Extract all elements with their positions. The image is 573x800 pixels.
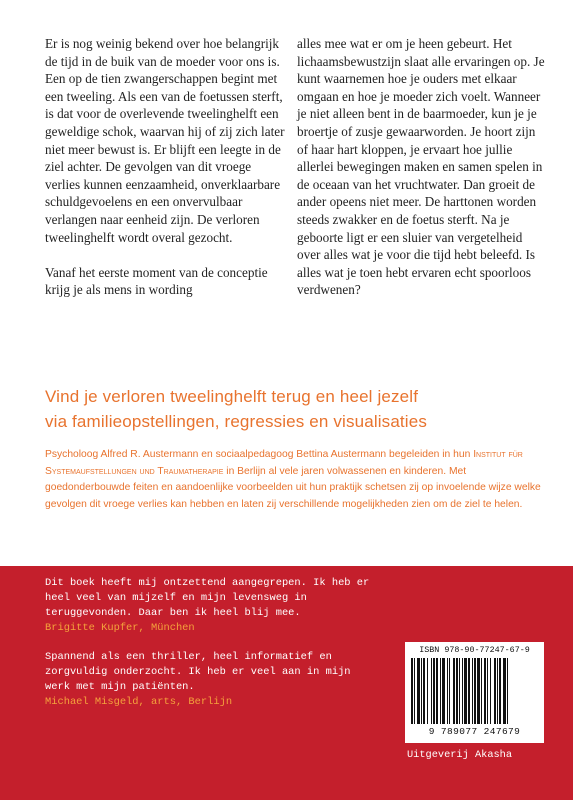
barcode-bar (468, 658, 470, 724)
review-quote: Spannend als een thriller, heel informatief en zorgvuldig onderzocht. Ik heb er veel aan in mijn werk met mijn patiënten. (45, 651, 351, 693)
barcode-bar (423, 658, 425, 724)
barcode-bar (481, 658, 482, 724)
tagline-line: Vind je verloren tweelinghelft terug en heel jezelf (45, 387, 419, 406)
tagline (45, 384, 565, 434)
barcode-bar (449, 658, 450, 724)
body-paragraph: alles mee wat er om je heen gebeurt. Het lichaamsbewustzijn slaat alle ervaringen op. Je kunt waarnemen hoe je ouders met elkaar omgaan en hoe je moeder zich voelt. Wanneer je niet alleen bent in de baarmoeder, kun je je broertje of zusje gewaarworden. Je hoort zijn of haar hart kloppen, je ervaart hoe jullie allerlei bewegingen maken en samen spelen in de oceaan van het vruchtwater. Dan groeit de ander opeens niet meer. De harttonen worden steeds zwakker en de foetus sterft. Na je geboorte ligt er een sluier van vergetelheid over alles wat je voor die tijd hebt beleefd. Is alles wat je toen hebt ervaren echt spoorloos verdwenen? (297, 36, 545, 298)
barcode-bar (503, 658, 506, 724)
reviews (45, 576, 375, 724)
intro-text: Psycholoog Alfred R. Austermann en sociaalpedagoog Bettina Austermann begeleiden in hun (45, 449, 474, 460)
barcode-bar (456, 658, 458, 724)
publisher-name: Uitgeverij Akasha (407, 749, 513, 761)
review-author: Michael Misgeld, arts, Berlijn (45, 696, 233, 708)
barcode-bar (484, 658, 486, 724)
ean-digits: 9 789077 247679 (428, 726, 521, 737)
barcode-bar (427, 658, 428, 724)
barcode-bar (421, 658, 422, 724)
barcode (405, 642, 544, 743)
isbn-label: ISBN 978-90-77247-67-9 (419, 645, 530, 655)
barcode-bar (490, 658, 491, 724)
barcode-bar (440, 658, 441, 724)
tagline-line: via familieopstellingen, regressies en visualisaties (45, 412, 427, 431)
left-text-column (45, 35, 285, 299)
review (45, 650, 375, 710)
barcode-bar (414, 658, 415, 724)
review-author: Brigitte Kupfer, München (45, 622, 195, 634)
barcode-bar (462, 658, 463, 724)
barcode-bar (411, 658, 413, 724)
barcode-bar (464, 658, 467, 724)
barcode-bar (474, 658, 476, 724)
barcode-bar (507, 658, 508, 724)
intro-text: in Berlijn al vele jaren volwassenen en kinderen. Met goedonderbouwde feiten en aandoenlijke voorbeelden uit hun praktijk schetsen zij op invoelende wijze welke gevolgen dit vroege verlies kan hebben en laten zij verschillende mogelijkheden zien om de ziel te helen. (45, 465, 541, 510)
barcode-bar (459, 658, 460, 724)
body-paragraph: Er is nog weinig bekend over hoe belangrijk de tijd in de buik van de moeder voor ons is. Een op de tien zwangerschappen begint met een tweeling. Als een van de foetussen sterft, is dat voor de overlevende tweelinghelft een geweldige schok, waarvan hij of zij zich later niet meer bewust is. Er blijft een leegte in de ziel achter. De gevolgen van dit vroege verlies kunnen eenzaamheid, onverklaarbare schuldgevoelens en een onvervulbaar verlangen naar eenheid zijn. De verloren tweelinghelft wordt overal gezocht. (45, 36, 285, 245)
review (45, 576, 375, 636)
barcode-bar (417, 658, 420, 724)
barcode-bar (497, 658, 498, 724)
barcode-bar (442, 658, 445, 724)
barcode-bar (499, 658, 501, 724)
institute-name: Institut für Systemaufstellungen und Traumatherapie (45, 449, 523, 477)
review-quote: Dit boek heeft mij ontzettend aangegrepen. Ik heb er heel veel van mijzelf en mijn levensweg in teruggevonden. Daar ben ik heel blij mee. (45, 577, 370, 619)
barcode-bar (477, 658, 480, 724)
barcode-bar (472, 658, 473, 724)
right-text-column (297, 35, 547, 299)
author-intro (45, 447, 545, 513)
barcode-bar (431, 658, 432, 724)
barcode-bars (411, 658, 538, 724)
barcode-bar (494, 658, 496, 724)
barcode-bar (453, 658, 455, 724)
barcode-bar (487, 658, 488, 724)
barcode-bar (447, 658, 448, 724)
body-paragraph: Vanaf het eerste moment van de conceptie krijg je als mens in wording (45, 264, 268, 298)
barcode-bar (436, 658, 438, 724)
barcode-bar (433, 658, 435, 724)
